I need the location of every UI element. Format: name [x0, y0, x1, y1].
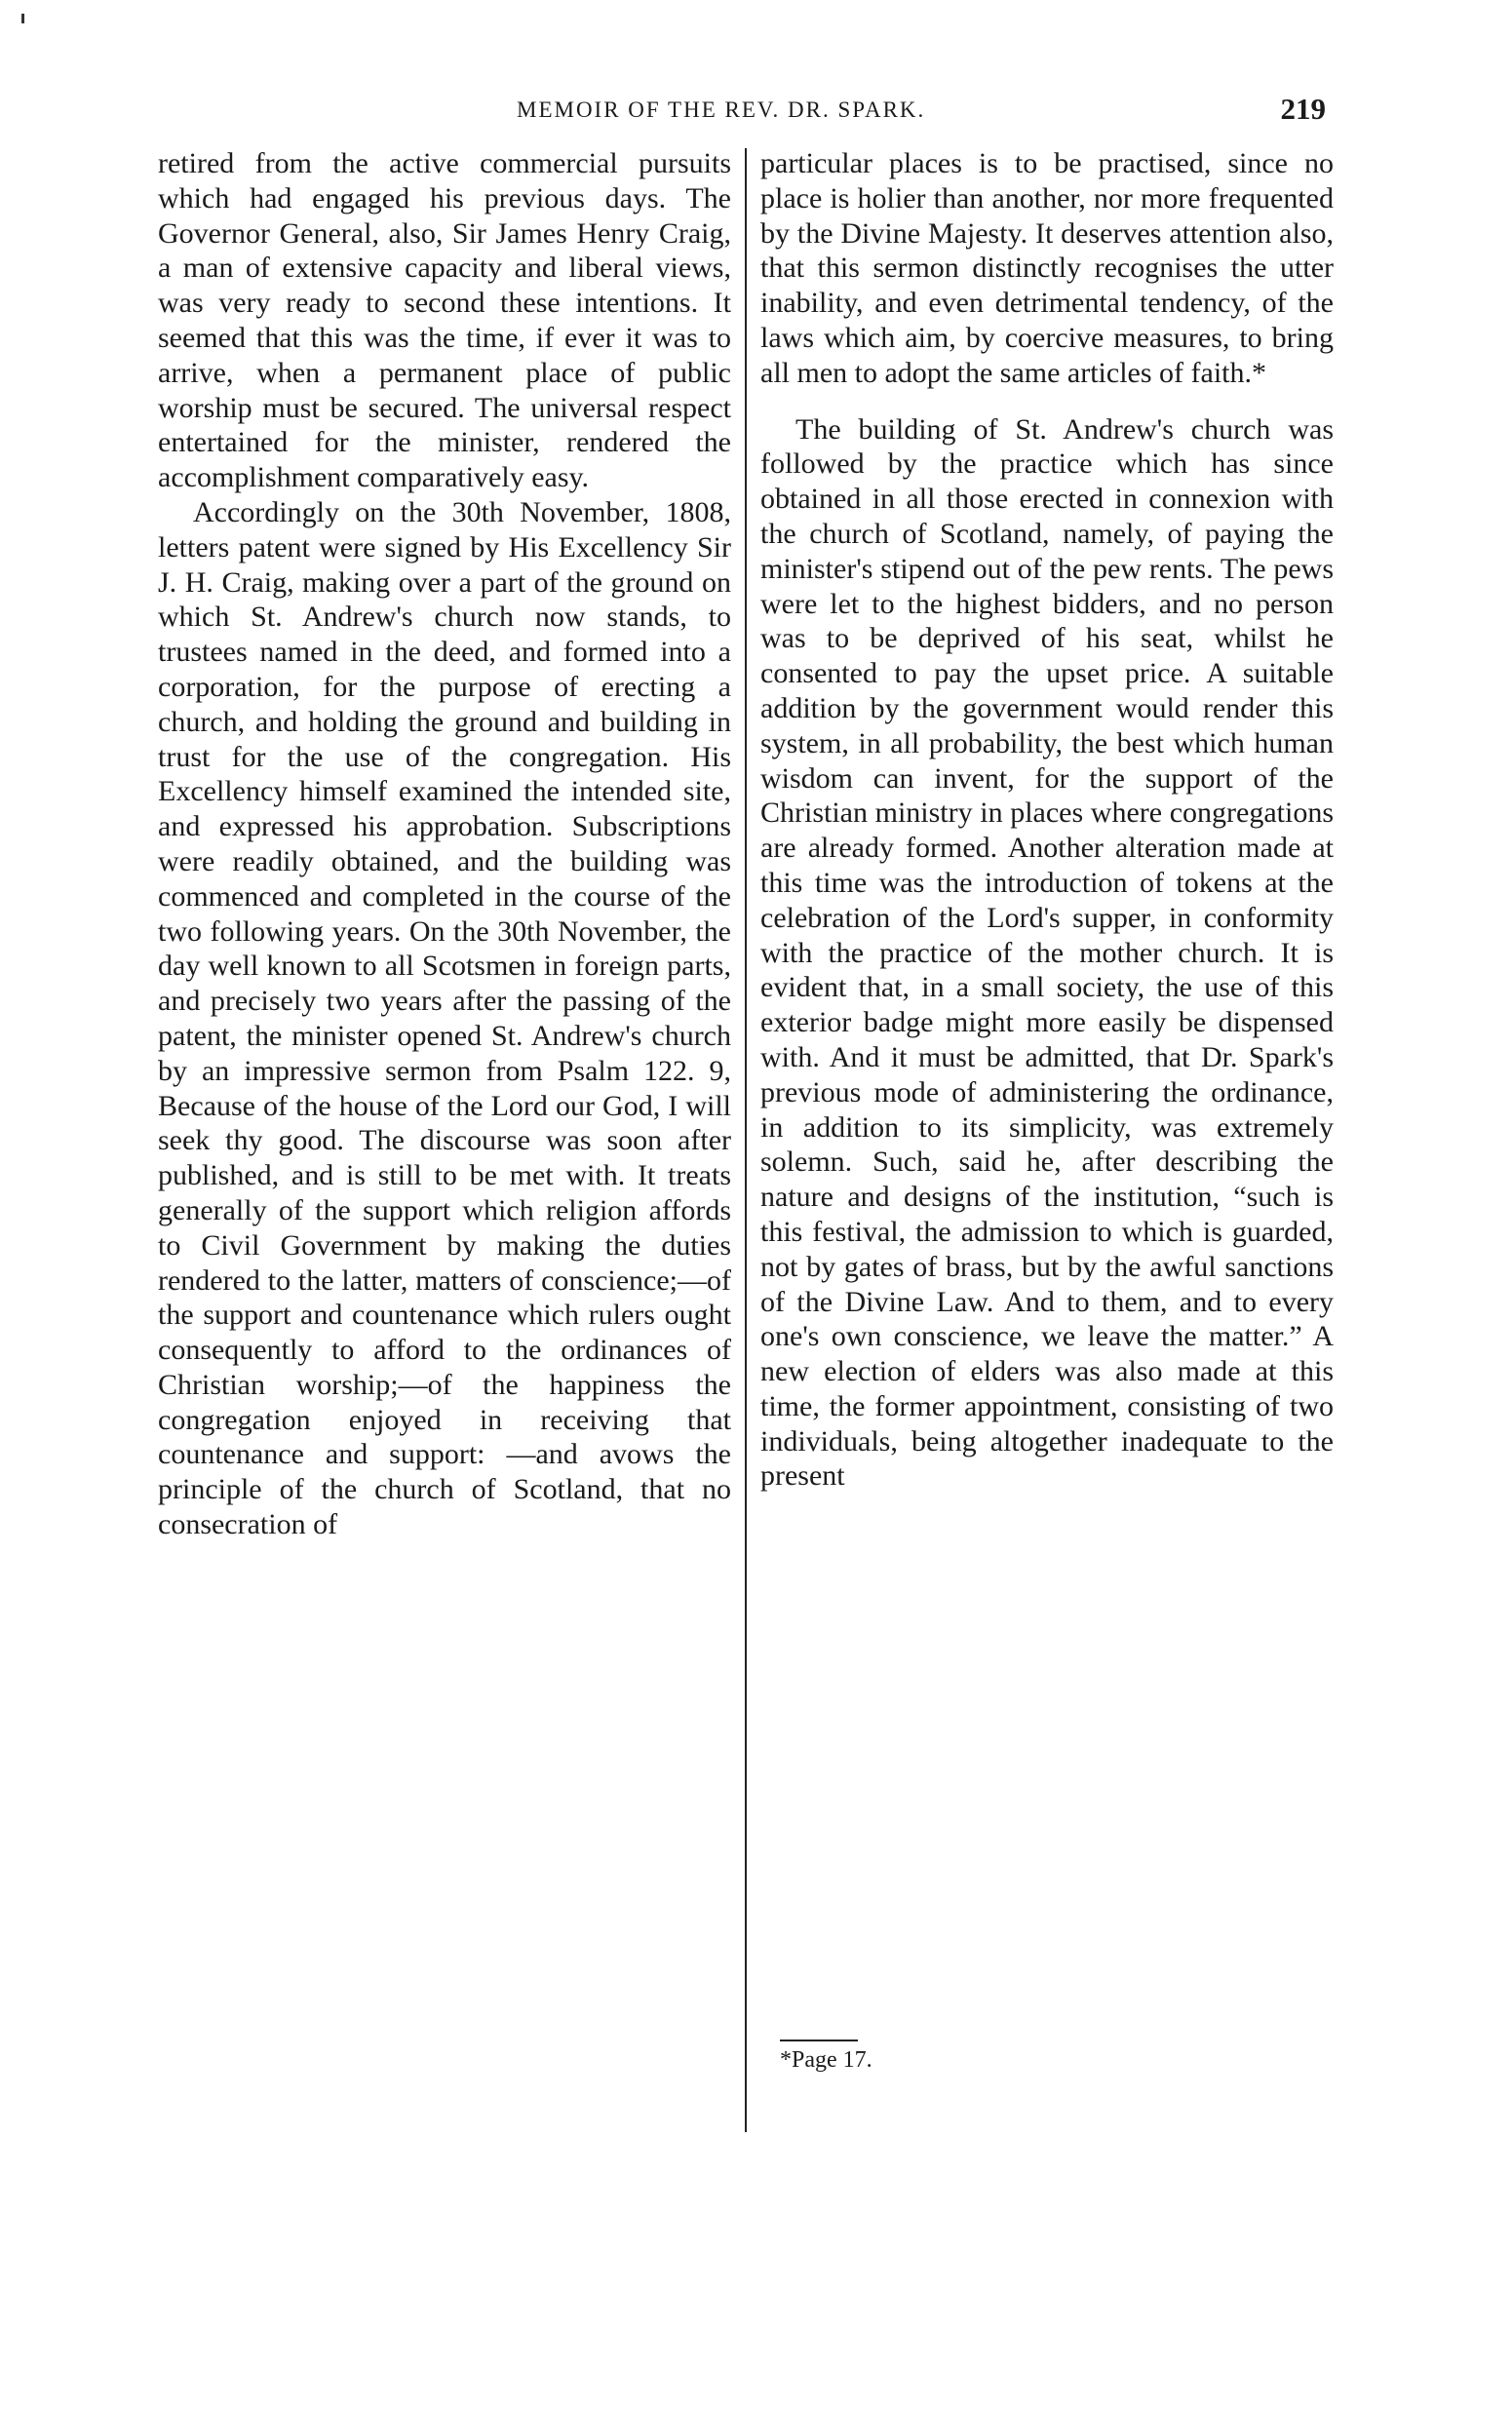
footnote-rule	[780, 2040, 858, 2041]
paragraph: particular places is to be practised, since no place is holier than another, nor more frequented by the Divine Majesty. It deserves attention also, that this sermon distinctly recognises the utter inability, and even detrimental tendency, of the laws which aim, by coercive measures, to bring all men to adopt the same articles of faith.*	[760, 147, 1334, 389]
right-column	[760, 146, 1334, 1494]
paragraph: The building of St. Andrew's church was followed by the practice which has since obtained in all those erected in connexion with the church of Scotland, namely, of paying the minister's stipend out of the pew rents. The pews were let to the highest bidders, and no person was to be deprived of his seat, whilst he consented to pay the upset price. A suitable addition by the government would render this system, in all probability, the best which human wisdom can invent, for the support of the Christian ministry in places where congregations are already formed. Another alteration made at this time was the introduction of tokens at the celebration of the Lord's supper, in conformity with the practice of the mother church. It is evident that, in a small society, the use of this exterior badge might more easily be dispensed with. And it must be admitted, that Dr. Spark's previous mode of administering the ordinance, in addition to its simplicity, was extremely solemn. Such, said he, after describing the nature and designs of the institution, “such is this festival, the admission to which is guarded, not by gates of brass, but by the awful sanctions of the Divine Law. And to them, and to every one's own conscience, we leave the matter.” A new election of elders was also made at this time, the former appointment, consisting of two individuals, being altogether inadequate to the present	[760, 412, 1334, 1493]
running-title: MEMOIR OF THE REV. DR. SPARK.	[517, 97, 926, 122]
left-column	[158, 146, 731, 1542]
column-divider	[745, 148, 747, 2132]
paragraph: retired from the active commercial pursuits which had engaged his previous days. The Governor General, also, Sir James Henry Craig, a man of extensive capacity and liberal views, was very ready to second these intentions. It seemed that this was the time, if ever it was to arrive, when a permanent place of public worship must be secured. The universal respect entertained for the minister, rendered the accomplishment comparatively easy.	[158, 147, 731, 494]
margin-mark	[21, 14, 24, 23]
page-number: 219	[1280, 92, 1326, 126]
paragraph: Accordingly on the 30th November, 1808, letters patent were signed by His Excellency Sir J. H. Craig, making over a part of the ground on which St. Andrew's church now stands, to trustees named in the deed, and formed into a corporation, for the purpose of erecting a church, and holding the ground and building in trust for the use of the congregation. His Excellency himself examined the intended site, and expressed his approbation. Subscriptions were readily obtained, and the building was commenced and completed in the course of the two following years. On the 30th November, the day well known to all Scotsmen in foreign parts, and precisely two years after the passing of the patent, the minister opened St. Andrew's church by an impressive sermon from Psalm 122. 9, Because of the house of the Lord our God, I will seek thy good. The discourse was soon after published, and is still to be met with. It treats generally of the support which religion affords to Civil Government by making the duties rendered to the latter, matters of conscience;—of the support and countenance which rulers ought consequently to afford to the ordinances of Christian worship;—of the happiness the congregation enjoyed in receiving that countenance and support: —and avows the principle of the church of Scotland, that no consecration of	[158, 495, 731, 1541]
page-header	[156, 92, 1326, 136]
footnote: *Page 17.	[780, 2047, 872, 2073]
